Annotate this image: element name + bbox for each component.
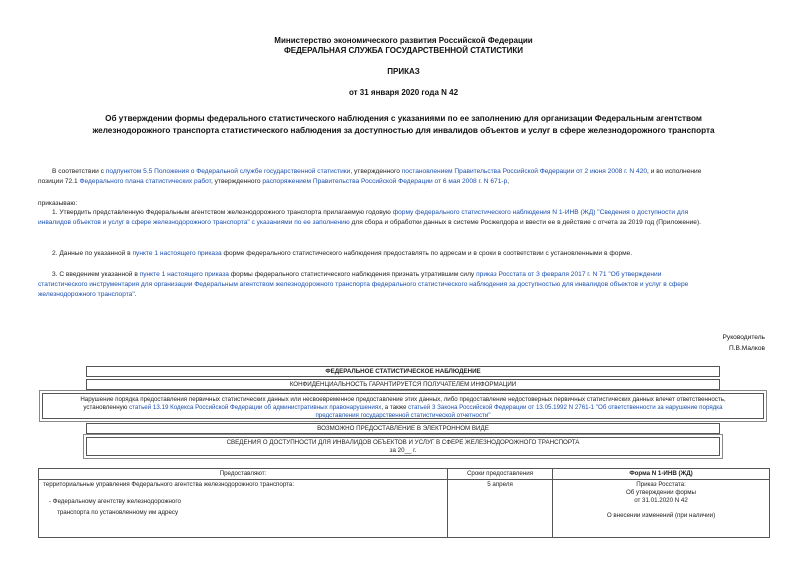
item-3-text: 3. С введением указанной в <box>52 271 140 278</box>
item-2 <box>52 249 772 259</box>
link-law-2761-1-cont[interactable]: представления государственной статистической отчетности" <box>315 412 491 419</box>
preamble-text: позиции 72.1 <box>38 178 80 185</box>
signature <box>723 332 765 354</box>
preamble-text: , утвержденного <box>350 168 402 175</box>
link-regulation-5-5[interactable]: подпунктом 5.5 Положения о Федеральной службе государственной статистики <box>105 168 351 175</box>
doc-title-line2: железнодорожного транспорта статистического наблюдения за доступностью для инвалидов объектов и услуг в сфере железнодорожного транспорта <box>92 126 715 135</box>
info-title: СВЕДЕНИЯ О ДОСТУПНОСТИ ДЛЯ ИНВАЛИДОВ ОБЪЕКТОВ И УСЛУГ В СФЕРЕ ЖЕЛЕЗНОДОРОЖНОГО ТРАНСПОРТА <box>226 439 580 446</box>
preamble <box>38 167 773 187</box>
info-year: за 20__ г. <box>389 447 417 454</box>
submitters-text: территориальные управления Федерального агентства железнодорожного транспорта: <box>43 481 295 488</box>
electronic-box: ВОЗМОЖНО ПРЕДОСТАВЛЕНИЕ В ЭЛЕКТРОННОМ ВИДЕ <box>86 423 720 434</box>
federal-observation-box: ФЕДЕРАЛЬНОЕ СТАТИСТИЧЕСКОЕ НАБЛЮДЕНИЕ <box>86 366 720 377</box>
link-government-order-671[interactable]: распоряжением Правительства Российской Федерации от 6 мая 2008 г. N 671-р <box>262 178 508 185</box>
submitters-item-cont: транспорта по установленному им адресу <box>57 509 179 516</box>
violation-box <box>42 393 764 419</box>
submitters-cell <box>39 480 448 538</box>
doc-date: от 31 января 2020 года N 42 <box>348 88 459 97</box>
item-3 <box>38 270 773 300</box>
submission-table <box>38 468 770 538</box>
table-row <box>39 480 770 538</box>
signature-name: П.В.Малков <box>728 345 765 352</box>
preamble-text: , <box>507 178 510 185</box>
preamble-text: В соответствии с <box>52 168 106 175</box>
item-2-text: 2. Данные по указанной в <box>52 250 133 257</box>
item-1-text: для сбора и обработки данных в системе Росжелдора и ввести ее в действие с отчета за 2019 год (Приложение). <box>349 219 702 226</box>
submitters-item: - Федеральному агентству железнодорожного <box>49 498 181 505</box>
table-header-row <box>39 469 770 480</box>
item-3-text: . <box>134 291 137 298</box>
link-rosstat-order-71-cont[interactable]: статистического инструментария для организации Федеральным агентством железнодорожного транспорта федерального статистического наблюдения за доступностью для инвалидов объектов и услуг в сфере <box>38 281 689 288</box>
col-submitters-header: Предоставляют: <box>39 469 448 480</box>
form-info-cell <box>553 480 770 538</box>
link-rosstat-order-71-end[interactable]: железнодорожного транспорта" <box>38 291 135 298</box>
orders-word: приказываю: <box>38 200 78 207</box>
link-law-2761-1[interactable]: статьей 3 Закона Российской Федерации от 13.05.1992 N 2761-1 "Об ответственности за нарушение порядка <box>408 404 723 411</box>
preamble-text: , утвержденного <box>210 178 263 185</box>
link-item-1[interactable]: пункте 1 настоящего приказа <box>139 271 229 278</box>
violation-text: установленную <box>83 404 130 411</box>
deadline-cell: 5 апреля <box>448 480 553 538</box>
violation-text: Нарушение порядка предоставления первичных статистических данных или несвоевременное предоставление этих данных, либо предоставление недостоверных первичных статистических данных влечет ответственность, <box>80 396 726 403</box>
form-order-label: Приказ Росстата: <box>636 481 686 488</box>
signature-role: Руководитель <box>722 334 765 341</box>
link-government-decree-420[interactable]: постановлением Правительства Российской Федерации от 2 июня 2008 г. N 420 <box>401 168 648 175</box>
doc-title <box>40 113 767 137</box>
form-order-changes: О внесении изменений (при наличии) <box>606 512 716 519</box>
col-form-header: Форма N 1-ИНВ (ЖД) <box>553 469 770 480</box>
item-1 <box>38 208 773 228</box>
link-koap-13-19[interactable]: статьей 13.19 Кодекса Российской Федерации об административных правонарушениях <box>129 404 382 411</box>
col-deadline-header: Сроки предоставления <box>448 469 553 480</box>
link-federal-plan[interactable]: Федерального плана статистических работ <box>79 178 211 185</box>
doc-type: ПРИКАЗ <box>387 67 420 76</box>
item-2-text: форме федерального статистического наблюдения предоставлять по адресам и в сроки в соответствии с установленными в форме. <box>221 250 633 257</box>
ministry-name: Министерство экономического развития Российской Федерации <box>274 36 533 45</box>
info-title-box <box>86 437 720 456</box>
form-order-approval: Об утверждении формы <box>625 489 697 496</box>
link-rosstat-order-71[interactable]: приказ Росстата от 3 февраля 2017 г. N 71 "Об утверждении <box>476 271 662 278</box>
item-1-text: 1. Утвердить представленную Федеральным агентством железнодорожного транспорта прилагаемую годовую <box>52 209 393 216</box>
doc-title-line1: Об утверждении формы федерального статистического наблюдения с указаниями по ее заполнению для организации Федеральным агентством <box>105 114 702 123</box>
preamble-text: , и во исполнение <box>647 168 702 175</box>
item-3-text: формы федерального статистического наблюдения признать утратившим силу <box>228 271 477 278</box>
link-form-1-inv[interactable]: форму федерального статистического наблюдения N 1-ИНВ (ЖД) "Сведения о доступности для <box>392 209 689 216</box>
link-form-1-inv-cont[interactable]: инвалидов объектов и услуг в сфере железнодорожного транспорта" с указаниями по ее заполнению <box>38 219 350 226</box>
link-item-1[interactable]: пункте 1 настоящего приказа <box>132 250 222 257</box>
form-order-date: от 31.01.2020 N 42 <box>634 497 688 504</box>
violation-text: , а также <box>381 404 409 411</box>
confidentiality-box: КОНФИДЕНЦИАЛЬНОСТЬ ГАРАНТИРУЕТСЯ ПОЛУЧАТЕЛЕМ ИНФОРМАЦИИ <box>86 379 720 390</box>
service-name: ФЕДЕРАЛЬНАЯ СЛУЖБА ГОСУДАРСТВЕННОЙ СТАТИСТИКИ <box>283 46 524 55</box>
